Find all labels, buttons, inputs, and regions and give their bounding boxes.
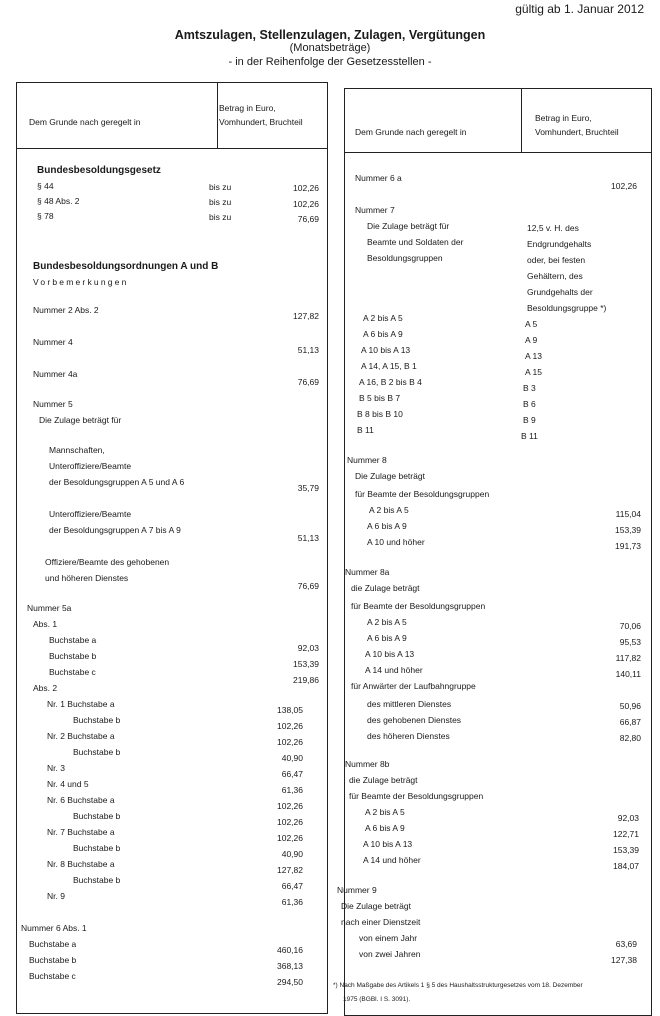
row-text: für Anwärter der Laufbahngruppe (351, 681, 476, 691)
row-text: und höheren Dienstes (45, 573, 129, 583)
row-text: Die Zulage beträgt für (39, 415, 122, 425)
row-text: die Zulage beträgt (351, 583, 420, 593)
row-value: 102,26 (277, 801, 303, 811)
row-label: Nr. 6 Buchstabe a (47, 795, 115, 805)
row-label: Nr. 9 (47, 891, 65, 901)
row-value: 153,39 (613, 845, 639, 855)
row-label: Nr. 1 Buchstabe a (47, 699, 115, 709)
row-text: Gehältern, des (527, 271, 583, 281)
row-value: A 15 (525, 367, 543, 377)
row-value: A 9 (525, 335, 538, 345)
row-label: A 6 bis A 9 (367, 521, 407, 531)
row-qualifier: bis zu (209, 197, 232, 207)
row-text: Die Zulage beträgt für (367, 221, 450, 231)
row-value: 115,04 (615, 509, 641, 519)
row-label: A 10 bis A 13 (365, 649, 415, 659)
row-label: A 14 und höher (363, 855, 421, 865)
row-value: 117,82 (615, 653, 641, 663)
row-value: 66,87 (619, 717, 641, 727)
document-title: Amtszulagen, Stellenzulagen, Zulagen, Vergütungen (174, 28, 486, 42)
row-label: Nummer 2 Abs. 2 (33, 305, 99, 315)
row-value: 76,69 (297, 377, 319, 387)
row-label: A 10 bis A 13 (363, 839, 413, 849)
row-label: Nr. 4 und 5 (47, 779, 89, 789)
row-text: Beamte und Soldaten der (367, 237, 464, 247)
row-value: 460,16 (277, 945, 303, 955)
row-text: Grundgehalts der (527, 287, 593, 297)
row-label: A 6 bis A 9 (363, 329, 403, 339)
row-label: Buchstabe b (73, 715, 121, 725)
row-text: Endgrundgehalts (527, 239, 592, 249)
row-label: Nummer 4a (33, 369, 78, 379)
row-value: 92,03 (617, 813, 639, 823)
row-text: für Beamte der Besoldungsgruppen (355, 489, 490, 499)
row-label: Buchstabe c (49, 667, 96, 677)
row-value: 294,50 (277, 977, 303, 987)
row-value: 35,79 (297, 483, 319, 493)
valid-from-date: gültig ab 1. Januar 2012 (515, 2, 644, 16)
row-value: 40,90 (281, 849, 303, 859)
row-label: A 6 bis A 9 (365, 823, 405, 833)
row-label: Buchstabe a (29, 939, 77, 949)
row-text: Offiziere/Beamte des gehobenen (45, 557, 170, 567)
row-label: des mittleren Dienstes (367, 699, 452, 709)
row-label: Nummer 8a (345, 567, 390, 577)
row-value: 127,82 (293, 311, 319, 321)
section-subheading: Vorbemerkungen (33, 277, 129, 287)
row-value: 102,26 (277, 833, 303, 843)
header-amount-line2: Vomhundert, Bruchteil (219, 117, 303, 127)
row-label: Buchstabe b (73, 843, 121, 853)
row-label: Nr. 8 Buchstabe a (47, 859, 115, 869)
row-label: A 2 bis A 5 (363, 313, 403, 323)
row-label: § 48 Abs. 2 (37, 196, 80, 206)
row-label: Buchstabe b (73, 875, 121, 885)
row-label: des höheren Dienstes (367, 731, 450, 741)
row-text: 12,5 v. H. des (527, 223, 579, 233)
row-value: A 13 (525, 351, 543, 361)
row-value: 368,13 (277, 961, 303, 971)
row-value: 153,39 (615, 525, 641, 535)
row-label: Nummer 7 (355, 205, 395, 215)
row-text: oder, bei festen (527, 255, 586, 265)
row-label: § 44 (37, 181, 54, 191)
row-label: A 14, A 15, B 1 (361, 361, 417, 371)
row-label: B 8 bis B 10 (357, 409, 403, 419)
table-header (17, 83, 327, 149)
row-label: Nummer 6 a (355, 173, 402, 183)
row-value: 51,13 (297, 345, 319, 355)
row-value: 40,90 (281, 753, 303, 763)
row-value: 102,26 (277, 737, 303, 747)
row-label: Nummer 6 Abs. 1 (21, 923, 87, 933)
section-heading: Bundesbesoldungsgesetz (37, 165, 161, 176)
row-value: 140,11 (615, 669, 641, 679)
row-value: 102,26 (293, 199, 319, 209)
row-label: § 78 (37, 211, 54, 221)
row-value: 66,47 (281, 769, 303, 779)
row-value: 191,73 (615, 541, 641, 551)
row-label: Nummer 5 (33, 399, 73, 409)
row-text: Die Zulage beträgt (341, 901, 411, 911)
row-label: A 2 bis A 5 (369, 505, 409, 515)
row-label: Nummer 4 (33, 337, 73, 347)
header-basis: Dem Grunde nach geregelt in (355, 127, 467, 137)
row-label: Buchstabe b (29, 955, 77, 965)
row-label: B 11 (357, 425, 374, 435)
row-value: 63,69 (615, 939, 637, 949)
row-label: Buchstabe c (29, 971, 76, 981)
left-table-panel (16, 82, 328, 1014)
row-label: Buchstabe b (73, 811, 121, 821)
row-label: Abs. 1 (33, 619, 58, 629)
row-value: 184,07 (613, 861, 639, 871)
row-label: Buchstabe a (49, 635, 97, 645)
header-basis: Dem Grunde nach geregelt in (29, 117, 141, 127)
row-label: Nr. 7 Buchstabe a (47, 827, 115, 837)
row-value: B 6 (523, 399, 536, 409)
row-value: 102,26 (277, 817, 303, 827)
row-value: 76,69 (297, 581, 319, 591)
row-label: von einem Jahr (359, 933, 418, 943)
row-value: A 5 (525, 319, 538, 329)
row-value: 50,96 (619, 701, 641, 711)
row-label: A 14 und höher (365, 665, 423, 675)
row-text: für Beamte der Besoldungsgruppen (349, 791, 484, 801)
row-label: A 2 bis A 5 (367, 617, 407, 627)
row-text: Unteroffiziere/Beamte (49, 461, 132, 471)
row-value: 95,53 (619, 637, 641, 647)
row-label: Nummer 9 (337, 885, 377, 895)
row-value: 138,05 (277, 705, 303, 715)
header-amount-line2: Vomhundert, Bruchteil (535, 127, 619, 137)
row-label: des gehobenen Dienstes (367, 715, 462, 725)
row-label: Nr. 2 Buchstabe a (47, 731, 115, 741)
row-value: 61,36 (281, 897, 303, 907)
row-label: A 10 bis A 13 (361, 345, 411, 355)
footnote: 1975 (BGBl. I S. 3091). (343, 996, 411, 1003)
row-value: 66,47 (281, 881, 303, 891)
row-qualifier: bis zu (209, 212, 232, 222)
row-label: Buchstabe b (73, 747, 121, 757)
row-label: Nr. 3 (47, 763, 65, 773)
row-text: die Zulage beträgt (349, 775, 418, 785)
row-text: Mannschaften, (49, 445, 105, 455)
row-value: 92,03 (297, 643, 319, 653)
row-value: 70,06 (619, 621, 641, 631)
row-value: 127,38 (611, 955, 637, 965)
row-value: 76,69 (297, 214, 319, 224)
row-value: 122,71 (613, 829, 639, 839)
row-value: 61,36 (281, 785, 303, 795)
row-value: 127,82 (277, 865, 303, 875)
row-value: 82,80 (619, 733, 641, 743)
footnote: *) Nach Maßgabe des Artikels 1 § 5 des Haushaltsstrukturgesetzes vom 18. Dezember (333, 982, 583, 989)
row-label: Nummer 5a (27, 603, 72, 613)
row-text: Besoldungsgruppe *) (527, 303, 607, 313)
table-header (345, 89, 651, 153)
row-text: für Beamte der Besoldungsgruppen (351, 601, 486, 611)
section-heading: Bundesbesoldungsordnungen A und B (33, 261, 219, 272)
document-subtitle-order: - in der Reihenfolge der Gesetzesstellen - (228, 56, 432, 68)
row-text: der Besoldungsgruppen A 7 bis A 9 (49, 525, 181, 535)
row-label: A 6 bis A 9 (367, 633, 407, 643)
row-label: A 16, B 2 bis B 4 (359, 377, 422, 387)
row-label: Buchstabe b (49, 651, 97, 661)
row-label: A 2 bis A 5 (365, 807, 405, 817)
row-text: der Besoldungsgruppen A 5 und A 6 (49, 477, 185, 487)
row-text: Besoldungsgruppen (367, 253, 443, 263)
row-value: B 3 (523, 383, 536, 393)
row-label: von zwei Jahren (359, 949, 421, 959)
row-label: Nummer 8 (347, 455, 387, 465)
row-text: Unteroffiziere/Beamte (49, 509, 132, 519)
row-text: Die Zulage beträgt (355, 471, 425, 481)
right-table-panel (333, 88, 652, 1016)
row-label: B 5 bis B 7 (359, 393, 401, 403)
row-value: 102,26 (277, 721, 303, 731)
row-value: B 11 (521, 431, 538, 441)
row-value: 153,39 (293, 659, 319, 669)
row-text: nach einer Dienstzeit (341, 917, 421, 927)
row-label: Abs. 2 (33, 683, 58, 693)
row-value: 102,26 (293, 183, 319, 193)
header-amount-line1: Betrag in Euro, (219, 103, 276, 113)
row-label: Nummer 8b (345, 759, 390, 769)
row-value: 51,13 (297, 533, 319, 543)
row-qualifier: bis zu (209, 182, 232, 192)
row-value: 219,86 (293, 675, 319, 685)
document-subtitle: (Monatsbeträge) (289, 42, 371, 54)
row-value: 102,26 (611, 181, 637, 191)
header-amount-line1: Betrag in Euro, (535, 113, 592, 123)
row-label: A 10 und höher (367, 537, 425, 547)
row-value: B 9 (523, 415, 536, 425)
